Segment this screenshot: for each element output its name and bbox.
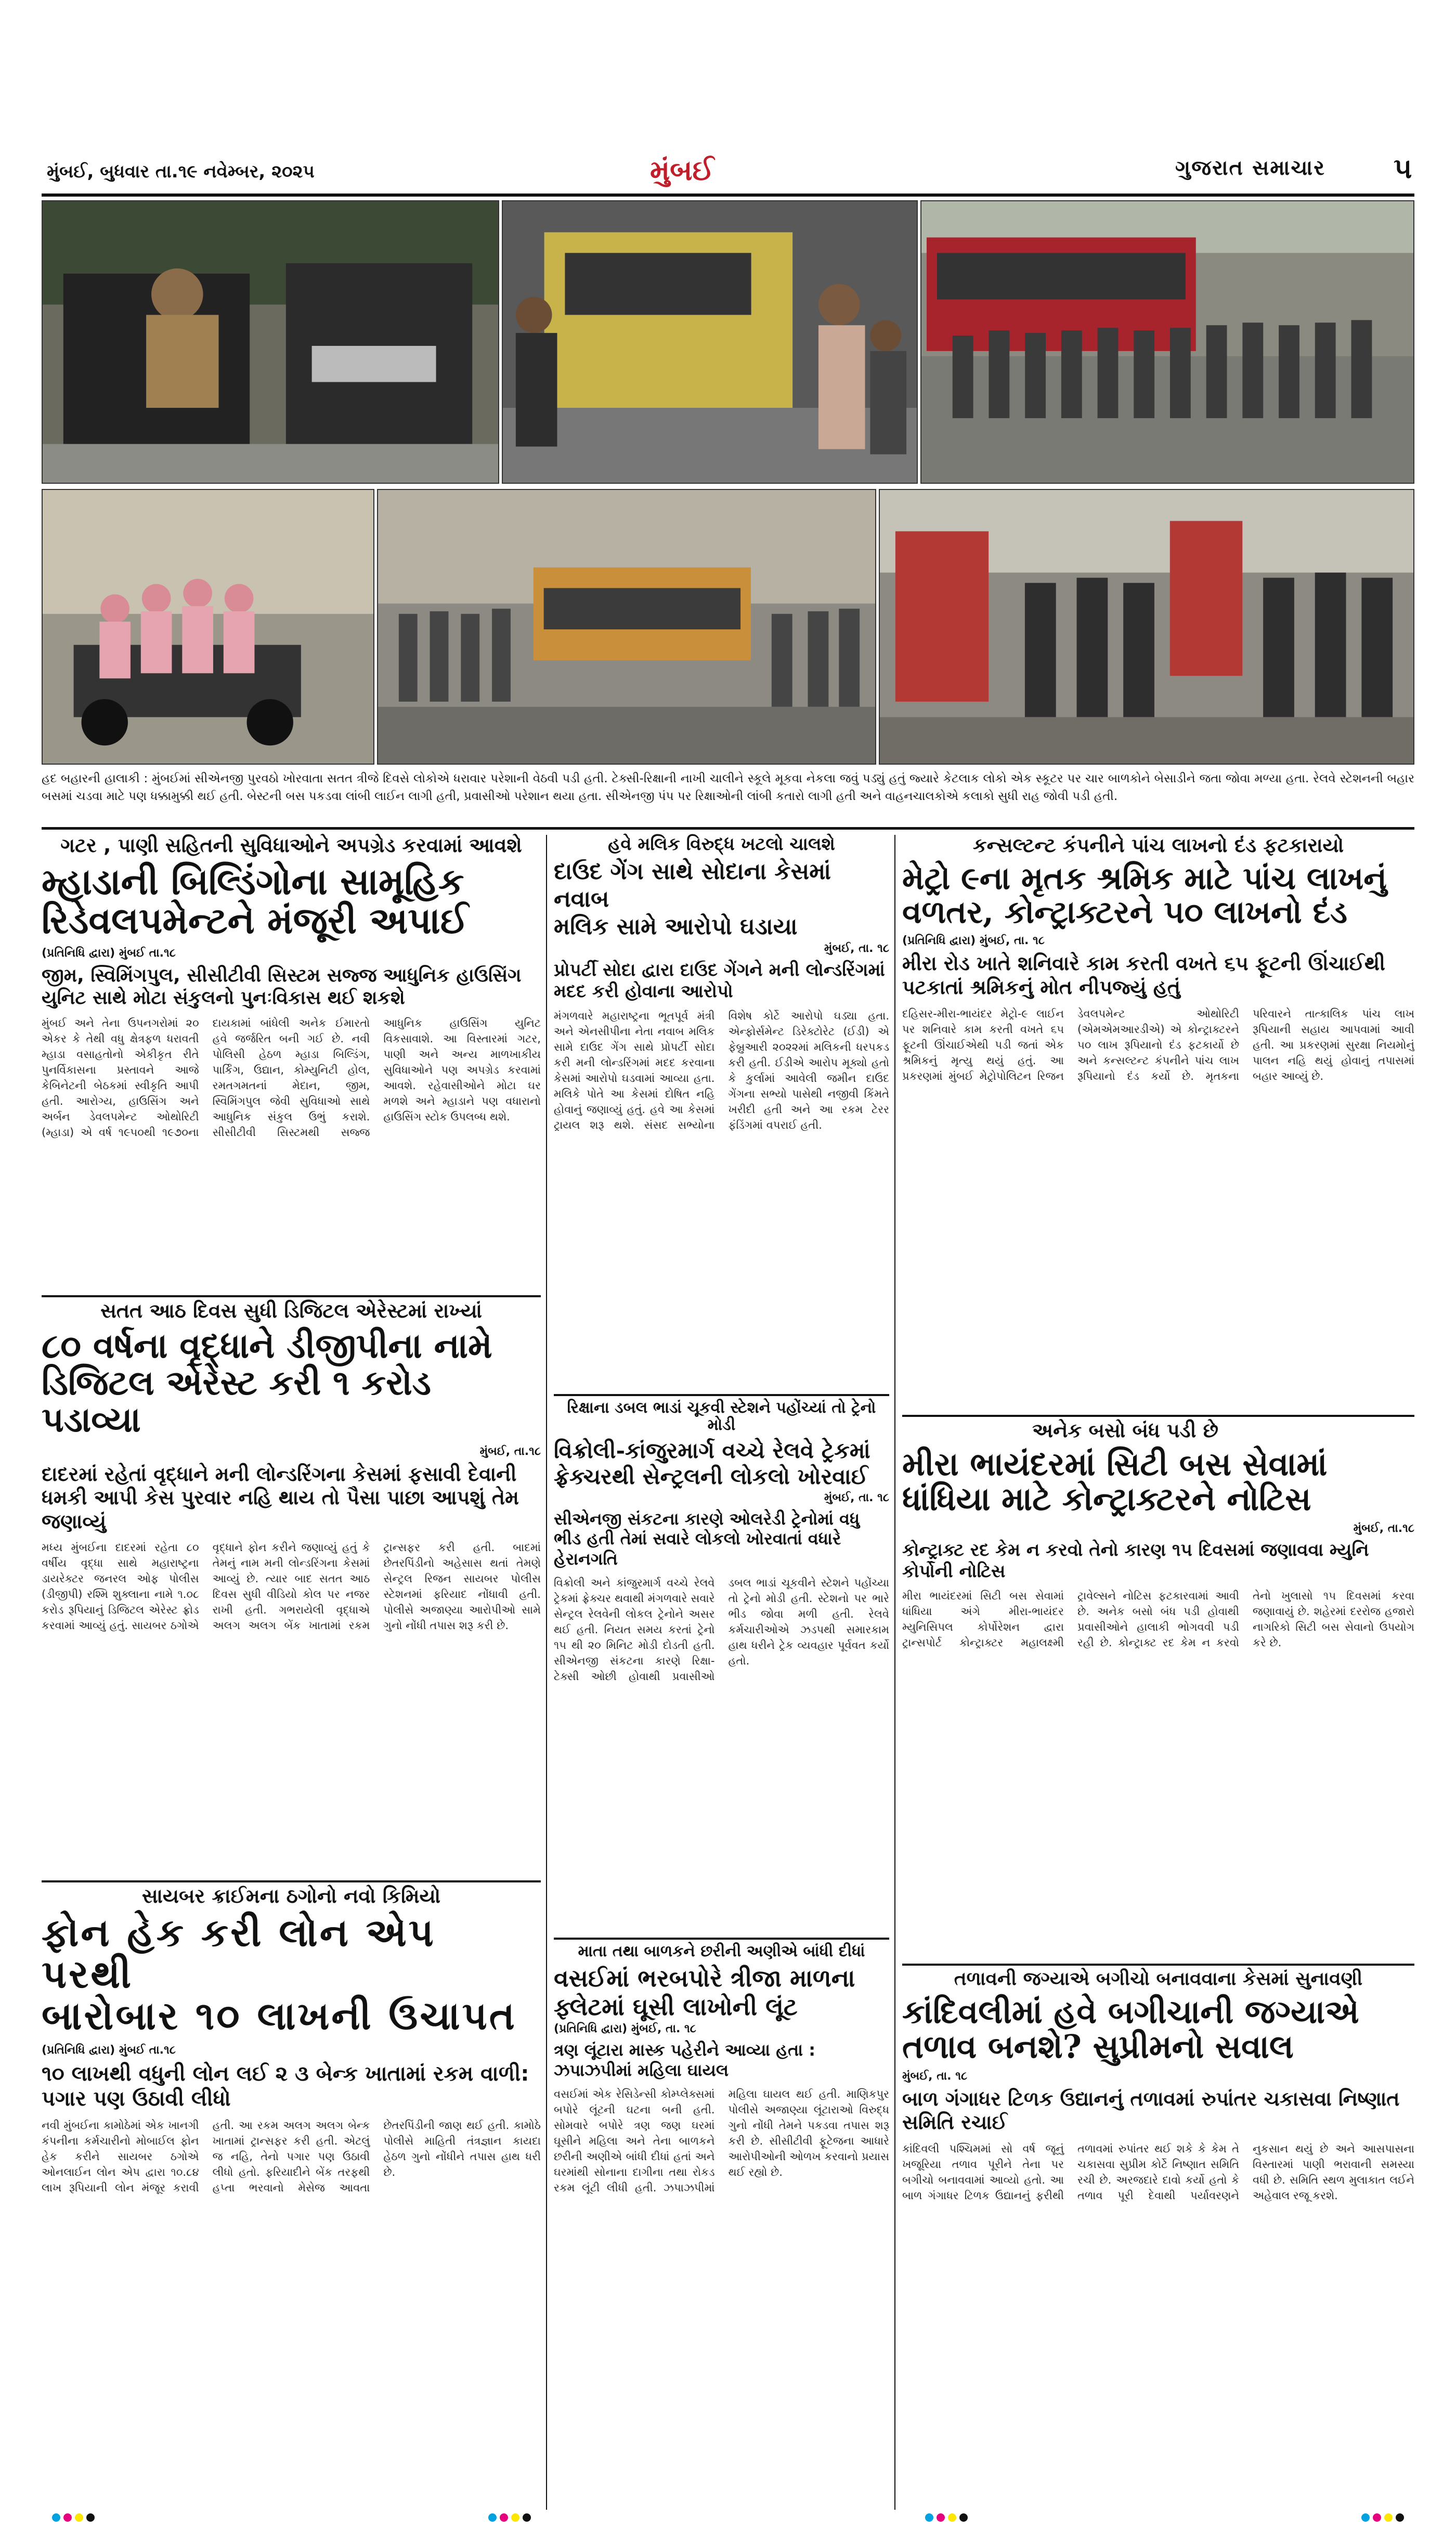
print-color-bar	[52, 2513, 1404, 2524]
article-headline-line2: રિડેવલપમેન્ટને મંજૂરી અપાઈ	[42, 899, 469, 943]
article-kicker: ગટર , પાણી સહિતની સુવિધાઓને અપગ્રેડ કરવામાં આવશે	[60, 834, 522, 857]
article-train	[554, 1399, 889, 1935]
article-dawood	[554, 835, 889, 1391]
article-headline: કાંદિવલીમાં હવે બગીચાની જગ્યાએ	[902, 1992, 1359, 2031]
article-subhead: કોન્ટ્રાક્ટ રદ કેમ ન કરવો તેનો કારણ ૧૫ દિવસમાં જણાવવા મ્યુનિ કોર્પોની નોટિસ	[902, 1539, 1369, 1582]
article-headline-line2: ફ્લેટમાં ઘૂસી લાખોની લૂંટ	[554, 1993, 798, 2021]
photo-scooter-children	[42, 489, 374, 765]
section-rule	[902, 1415, 1414, 1417]
article-body: દહિસર-મીરા-ભાયંદર મેટ્રો-૯ લાઈન પર શનિવારે કામ કરતી વખતે ૬૫ ફૂટની ઊંચાઈએથી પડી જતાં એક શ્રમિકનું મૃત્યુ થયું હતું. આ પ્રકરણમાં મુંબઈ મેટ્રોપોલિટન રિજન ડેવલપમેન્ટ ઓથોરિટી (એમએમઆરડીએ) એ કોન્ટ્રાક્ટરને ૫૦ લાખ રૂપિયાનો દંડ ફટકાર્યો છે અને કન્સલ્ટન્ટ કંપનીને પાંચ લાખ રૂપિયાનો દંડ કર્યો છે. મૃતકના પરિવારને તાત્કાલિક પાંચ લાખ રૂપિયાની સહાય આપવામાં આવી હતી. આ પ્રકરણમાં સુરક્ષા નિયમોનું પાલન નહિ થયું હોવાનું તપાસમાં બહાર આવ્યું છે.	[902, 1007, 1414, 1082]
article-byline: (પ્રતિનિધિ દ્વારા) મુંબઈ તા.૧૮	[42, 946, 176, 960]
article-byline: (પ્રતિનિધિ દ્વારા) મુંબઈ, તા. ૧૮	[902, 934, 1045, 948]
article-subhead: સીએનજી સંકટના કારણે ઓલરેડી ટ્રેનોમાં વધુ ભીડ હતી તેમાં સવારે લોકલો ખોરવાતાં વધારે હેરાનગતિ	[554, 1508, 860, 1569]
article-subhead: જીમ, સ્વિમિંગપુલ, સીસીટીવી સિસ્ટમ સજ્જ આધુનિક હાઉસિંગ યુનિટ સાથે મોટા સંકુલનો પુનઃવિકાસ થઈ શકશે	[42, 964, 522, 1009]
article-byline: (પ્રતિનિધિ દ્વારા) મુંબઈ તા.૧૮	[42, 2043, 176, 2057]
article-kicker: સતત આઠ દિવસ સુધી ડિજિટલ એરેસ્ટમાં રાખ્યાં	[100, 1299, 482, 1322]
article-subhead: ત્રણ લૂંટારા માસ્ક પહેરીને આવ્યા હતા : ઝપાઝપીમાં મહિલા ઘાયલ	[554, 2040, 816, 2080]
registration-dots	[488, 2513, 531, 2524]
article-subhead: પ્રોપર્ટી સોદા દ્વારા દાઉદ ગેંગને મની લોન્ડરિંગમાં મદદ કરી હોવાના આરોપો	[554, 959, 885, 1002]
caption-rule	[42, 827, 1414, 830]
article-headline-line2: વળતર, કોન્ટ્રાક્ટરને ૫૦ લાખનો દંડ	[902, 894, 1348, 931]
article-byline: મુંબઈ, તા.૧૮	[479, 1444, 541, 1458]
section-rule	[554, 1394, 889, 1396]
article-byline: મુંબઈ, તા. ૧૮	[902, 2069, 968, 2083]
article-kicker: માતા તથા બાળકને છરીની અણીએ બાંધી દીધાં	[578, 1942, 865, 1960]
article-digital-arrest	[42, 1300, 541, 1878]
article-kicker: અનેક બસો બંધ પડી છે	[1032, 1419, 1219, 1442]
photo-bus-queue	[920, 200, 1414, 484]
article-byline: મુંબઈ, તા. ૧૮	[824, 1491, 889, 1504]
section-title: મુંબઈ	[650, 154, 714, 187]
article-body: મંગળવારે મહારાષ્ટ્રના ભૂતપૂર્વ મંત્રી અને એનસીપીના નેતા નવાબ મલિક સામે દાઉદ ગેંગ સાથે પ્રોપર્ટી સોદા કરી મની લોન્ડરિંગમાં મદદ કરવાના કેસમાં આરોપો ઘડવામાં આવ્યા હતા. મલિકે પોતે આ કેસમાં દોષિત નહિ હોવાનું જણાવ્યું હતું. હવે આ કેસમાં ટ્રાયલ શરૂ થશે. સંસદ સભ્યોના વિશેષ કોર્ટે આરોપો ઘડ્યા હતા. એન્ફોર્સમેન્ટ ડિરેક્ટોરેટ (ઈડી) એ ફેબ્રુઆરી ૨૦૨૨માં મલિકની ધરપકડ કરી હતી. ઈડીએ આરોપ મૂક્યો હતો કે કુર્લામાં આવેલી જમીન દાઉદ ગેંગના સભ્યો પાસેથી નજીવી કિંમતે ખરીદી હતી અને આ રકમ ટેરર ફંડિંગમાં વપરાઈ હતી.	[554, 1010, 889, 1132]
column-rule	[546, 835, 547, 2510]
article-kicker: હવે મલિક વિરુદ્ધ ખટલો ચાલશે	[608, 834, 835, 855]
article-loan-fraud	[42, 1886, 541, 2510]
article-headline: વિક્રોલી-કાંજુરમાર્ગ વચ્ચે રેલવે ટ્રેકમાં	[554, 1438, 870, 1463]
article-byline: મુંબઈ, તા. ૧૮	[824, 941, 889, 955]
article-kicker: સાયબર ક્રાઈમના ઠગોનો નવો કિમિયો	[141, 1885, 441, 1907]
article-headline: મેટ્રો ૯ના મૃતક શ્રમિક માટે પાંચ લાખનું	[902, 860, 1387, 897]
article-body: નવી મુંબઈના કામોઠેમાં એક ખાનગી કંપનીના કર્મચારીનો મોબાઈલ ફોન હેક કરીને સાયબર ઠગોએ ઓનલાઈન લોન એપ દ્વારા ૧૦.૮૪ લાખ રૂપિયાની લોન મંજૂર કરાવી હતી. આ રકમ અલગ અલગ બેન્ક ખાતામાં ટ્રાન્સફર કરી હતી. એટલું જ નહિ, તેનો પગાર પણ ઉઠાવી લીધો હતો. ફરિયાદીને બેંક તરફથી હપ્તા ભરવાનો મેસેજ આવતા છેતરપિંડીની જાણ થઈ હતી. કામોઠે પોલીસે માહિતી તંત્રજ્ઞાન કાયદા હેઠળ ગુનો નોંધીને તપાસ હાથ ધરી છે.	[42, 2119, 541, 2194]
article-subhead: દાદરમાં રહેતાં વૃદ્ધાને મની લોન્ડરિંગના કેસમાં ફસાવી દેવાની ધમકી આપી કેસ પુરવાર નહિ થાય તો પૈસા પાછા આપશું તેમ જણાવ્યું	[42, 1462, 519, 1533]
registration-dots	[925, 2513, 968, 2524]
photo-station-queue	[502, 200, 918, 484]
article-headline-line2: ધાંધિયા માટે કોન્ટ્રાક્ટરને નોટિસ	[902, 1479, 1311, 1518]
article-headline-line2: તળાવ બનશે? સુપ્રીમનો સવાલ	[902, 2027, 1294, 2066]
newspaper-logo: ગુજરાત સમાચાર	[1175, 156, 1325, 180]
article-headline-line2: ડિજિટલ એરેસ્ટ કરી ૧ કરોડ પડાવ્યા	[42, 1362, 431, 1440]
article-headline-line2: ફ્રેક્ચરથી સેન્ટ્રલની લોકલો ખોરવાઈ	[554, 1464, 868, 1490]
article-headline: દાઉદ ગેંગ સાથે સોદાના કેસમાં નવાબ	[554, 858, 831, 913]
article-kicker: તળાવની જગ્યાએ બગીચો બનાવવાના કેસમાં સુનાવણી	[954, 1968, 1363, 1990]
article-kicker: કન્સલ્ટન્ટ કંપનીને પાંચ લાખનો દંડ ફટકારાયો	[972, 834, 1344, 857]
article-subhead: મીરા રોડ ખાતે શનિવારે કામ કરતી વખતે ૬૫ ફૂટની ઊંચાઈથી પટકાતાં શ્રમિકનું મોત નીપજ્યું હતું	[902, 952, 1385, 999]
article-headline: વસઈમાં ભરબપોરે ત્રીજા માળના	[554, 1964, 855, 1992]
article-subhead: ૧૦ લાખથી વધુની લોન લઈ ૨ ૩ બેન્ક ખાતામાં રકમ વાળી: પગાર પણ ઉઠાવી લીધો	[42, 2061, 529, 2111]
article-mhada	[42, 835, 541, 1293]
photo-roadside-queue	[377, 489, 876, 765]
article-kicker: રિક્ષાના ડબલ ભાડાં ચૂકવી સ્ટેશને પહોંચ્યાં તો ટ્રેનો મોડી	[567, 1399, 876, 1434]
photo-police-rickshaw	[42, 200, 499, 484]
section-rule	[42, 1880, 541, 1882]
article-subhead: બાળ ગંગાધર ટિળક ઉદ્યાનનું તળાવમાં રુપાંતર ચકાસવા નિષ્ણાત સમિતિ રચાઈ	[902, 2087, 1400, 2134]
article-bus	[902, 1420, 1414, 1961]
article-byline: (પ્રતિનિધિ દ્વારા) મુંબઈ, તા. ૧૮	[554, 2022, 696, 2036]
article-byline: મુંબઈ, તા.૧૮	[1353, 1521, 1414, 1535]
article-vasai	[554, 1943, 889, 2510]
registration-dots	[52, 2513, 95, 2524]
article-body: મધ્ય મુંબઈના દાદરમાં રહેતા ૮૦ વર્ષીય વૃદ્ધા સાથે મહારાષ્ટ્રના ડાયરેક્ટર જનરલ ઓફ પોલીસ (ડીજીપી) રશ્મિ શુક્લાના નામે ૧.૦૮ કરોડ રૂપિયાનું ડિજિટલ એરેસ્ટ ફ્રોડ કરવામાં આવ્યું હતું. સાયબર ઠગોએ વૃદ્ધાને ફોન કરીને જણાવ્યું હતું કે તેમનું નામ મની લોન્ડરિંગના કેસમાં આવ્યું છે. ત્યાર બાદ સતત આઠ દિવસ સુધી વીડિયો કોલ પર નજર રાખી હતી. ગભરાયેલી વૃદ્ધાએ અલગ અલગ બેંક ખાતામાં રકમ ટ્રાન્સફર કરી હતી. બાદમાં છેતરપિંડીનો અહેસાસ થતાં તેમણે સેન્ટ્રલ રિજન સાયબર પોલીસ સ્ટેશનમાં ફરિયાદ નોંધાવી હતી. પોલીસે અજાણ્યા આરોપીઓ સામે ગુનો નોંધી તપાસ શરૂ કરી છે.	[42, 1541, 541, 1632]
article-headline: ફોન હેક કરી લોન એપ પરથી	[42, 1910, 436, 1997]
photo-caption: હદ બહારની હાલાકી : મુંબઈમાં સીએનજી પુરવઠો ખોરવાતા સતત ત્રીજે દિવસે લોકોએ ધરાવાર પરેશાની વેઠવી પડી હતી. ટેક્સી-રિક્ષાની નાખી ચાલીને સ્કૂલે મૂકવા નેકલા જવું પડ્યું હતું જ્યારે કેટલાક લોકો એક સ્કૂટર પર ચાર બાળકોને બેસાડીને જતા જોવા મળ્યા હતા. રેલવે સ્ટેશનની બહાર બસમાં ચડવા માટે પણ ધક્કામુક્કી થઈ હતી. બેસ્ટની બસ પકડવા લાંબી લાઈન લાગી હતી, પ્રવાસીઓ પરેશાન થયા હતા. સીએનજી પંપ પર રિક્ષાઓની લાંબી કતારો લાગી હતી અને વાહનચાલકોએ કલાકો સુધી રાહ જોવી પડી હતી.	[42, 772, 1414, 803]
article-body: કાંદિવલી પશ્ચિમમાં સો વર્ષ જૂનું ખજૂરિયા તળાવ પૂરીને તેના પર બગીચો બનાવવામાં આવ્યો હતો. આ બાળ ગંગાધર ટિળક ઉદ્યાનનું ફરીથી તળાવમાં રુપાંતર થઈ શકે કે કેમ તે ચકાસવા સુપ્રીમ કોર્ટે નિષ્ણાત સમિતિ રચી છે. અરજદારે દાવો કર્યો હતો કે તળાવ પૂરી દેવાથી પર્યાવરણને નુકસાન થયું છે અને આસપાસના વિસ્તારમાં પાણી ભરાવાની સમસ્યા વધી છે. સમિતિ સ્થળ મુલાકાત લઈને અહેવાલ રજૂ કરશે.	[902, 2142, 1414, 2202]
article-metro	[902, 835, 1414, 1412]
article-headline-line2: મલિક સામે આરોપો ઘડાયા	[554, 913, 798, 940]
article-body: મુંબઈ અને તેના ઉપનગરોમાં ૨૦ એકર કે તેથી વધુ ક્ષેત્રફળ ધરાવતી મ્હાડા વસાહતોનો એકીકૃત રીતે પુનર્વિકાસના પ્રસ્તાવને આજે કેબિનેટની બેઠકમાં સ્વીકૃતિ આપી હતી. આરોગ્ય, હાઉસિંગ અને અર્બન ડેવલપમેન્ટ ઓથોરિટી (મ્હાડા) એ વર્ષ ૧૯૫૦થી ૧૯૭૦ના દાયકામાં બાંધેલી અનેક ઈમારતો હવે જર્જરિત બની ગઈ છે. નવી પોલિસી હેઠળ મ્હાડા બિલ્ડિંગ, પાર્કિંગ, ઉદ્યાન, કોમ્યુનિટી હોલ, રમતગમતનાં મેદાન, જીમ, સ્વિમિંગપુલ જેવી સુવિધાઓ સાથે આધુનિક સંકુલ ઉભું કરાશે. સીસીટીવી સિસ્ટમથી સજ્જ આધુનિક હાઉસિંગ યુનિટ વિકસાવાશે. આ વિસ્તારમાં ગટર, પાણી અને અન્ય માળખાકીય સુવિધાઓને પણ અપગ્રેડ કરવામાં આવશે. રહેવાસીઓને મોટા ઘર મળશે અને મ્હાડાને પણ વધારાનો હાઉસિંગ સ્ટોક ઉપલબ્ધ થશે.	[42, 1017, 541, 1139]
section-rule	[902, 1964, 1414, 1966]
page-number: ૫	[1394, 152, 1412, 185]
article-kandivali	[902, 1969, 1414, 2510]
article-body: વસઈમાં એક રેસિડેન્સી કોમ્પ્લેક્સમાં બપોરે લૂંટની ઘટના બની હતી. સોમવારે બપોરે ત્રણ જણ ઘરમાં ઘૂસીને મહિલા અને તેના બાળકને છરીની અણીએ બાંધી દીધાં હતાં અને ઘરમાંથી સોનાના દાગીના તથા રોકડ રકમ લૂંટી લીધી હતી. ઝપાઝપીમાં મહિલા ઘાયલ થઈ હતી. માણિકપુર પોલીસે અજાણ્યા લૂંટારાઓ વિરુદ્ધ ગુનો નોંધી તેમને પકડવા તપાસ શરૂ કરી છે. સીસીટીવી ફૂટેજના આધારે આરોપીઓની ઓળખ કરવાનો પ્રયાસ થઈ રહ્યો છે.	[554, 2088, 889, 2195]
photo-cng-pump	[879, 489, 1414, 765]
article-headline: ૮૦ વર્ષના વૃદ્ધાને ડીજીપીના નામે	[42, 1325, 492, 1366]
column-rule	[894, 835, 895, 2510]
issue-date: મુંબઈ, બુધવાર તા.૧૯ નવેમ્બર, ૨૦૨૫	[47, 161, 315, 182]
section-rule	[42, 1295, 541, 1297]
article-headline: મીરા ભાયંદરમાં સિટી બસ સેવામાં	[902, 1444, 1328, 1483]
article-body: મીરા ભાયંદરમાં સિટી બસ સેવામાં ધાંધિયા અંગે મીરા-ભાયંદર મ્યુનિસિપલ કોર્પોરેશન દ્વારા ટ્રાન્સપોર્ટ કોન્ટ્રાક્ટર મહાલક્ષ્મી ટ્રાવેલ્સને નોટિસ ફટકારવામાં આવી છે. અનેક બસો બંધ પડી હોવાથી પ્રવાસીઓને હાલાકી ભોગવવી પડી રહી છે. કોન્ટ્રાક્ટ રદ કેમ ન કરવો તેનો ખુલાસો ૧૫ દિવસમાં કરવા જણાવાયું છે. શહેરમાં દરરોજ હજારો નાગરિકો સિટી બસ સેવાનો ઉપયોગ કરે છે.	[902, 1590, 1414, 1649]
registration-dots	[1361, 2513, 1404, 2524]
section-rule	[554, 1938, 889, 1940]
article-headline: મ્હાડાની બિલ્ડિંગોના સામૂહિક	[42, 859, 464, 903]
article-headline-line2: બારોબાર ૧૦ લાખની ઉચાપત	[42, 1993, 517, 2038]
masthead-rule	[42, 193, 1414, 197]
article-body: વિક્રોલી અને કાંજુરમાર્ગ વચ્ચે રેલવે ટ્રેકમાં ફ્રેક્ચર થવાથી મંગળવારે સવારે સેન્ટ્રલ રેલવેની લોકલ ટ્રેનોને અસર થઈ હતી. નિયત સમય કરતાં ટ્રેનો ૧૫ થી ૨૦ મિનિટ મોડી દોડતી હતી. સીએનજી સંકટના કારણે રિક્ષા-ટેક્સી ઓછી હોવાથી પ્રવાસીઓ ડબલ ભાડાં ચૂકવીને સ્ટેશને પહોંચ્યા તો ટ્રેનો મોડી હતી. સ્ટેશનો પર ભારે ભીડ જોવા મળી હતી. રેલવે કર્મચારીઓએ ઝડપથી સમારકામ હાથ ધરીને ટ્રેક વ્યવહાર પૂર્વવત કર્યો હતો.	[554, 1576, 889, 1683]
